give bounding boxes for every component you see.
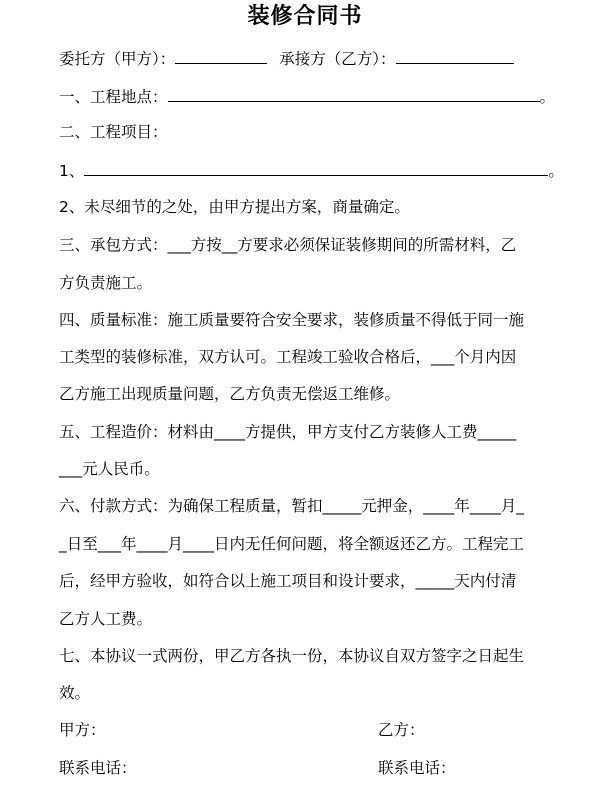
project-item-1 [59,158,579,182]
party-a-phone-label: 联系电话： [59,759,137,777]
party-a-signature-label: 甲方： [59,721,106,739]
payment-line-1: 六、付款方式：为确保工程质量，暂扣_____元押金，____年____月_ [59,497,525,515]
agreement-line-1: 七、本协议一式两份，甲乙方各执一份，本协议自双方签字之日起生 [59,647,525,665]
location-field[interactable] [168,84,540,102]
project-item-1-field[interactable] [84,158,548,176]
payment-line-3: 后，经甲方验收，如符合以上施工项目和设计要求，_____天内付清 [59,572,517,590]
project-item-2: 2、未尽细节的之处，由甲方提出方案，商量确定。 [59,198,410,216]
project-item-1-end: 。 [548,162,564,180]
parties-line [59,46,579,70]
cost-line-2: ___元人民币。 [59,460,160,478]
party-b-phone-label: 联系电话： [378,759,456,777]
document-title: 装修合同书 [247,4,363,29]
payment-line-4: 乙方人工费。 [59,610,153,628]
quality-line-2: 工类型的装修标准，双方认可。工程竣工验收合格后，___个月内因 [59,348,517,366]
contractor-label: 承接方（乙方）： [279,50,396,68]
contractor-name-field[interactable] [396,46,514,64]
project-item-1-prefix: 1、 [59,162,85,180]
location-end: 。 [539,88,556,106]
quality-line-1: 四、质量标准：施工质量要符合安全要求，装修质量不得低于同一施 [59,311,525,329]
quality-line-3: 乙方施工出现质量问题，乙方负责无偿返工维修。 [59,385,401,403]
cost-line-1: 五、工程造价：材料由____方提供，甲方支付乙方装修人工费_____ [59,423,517,441]
location-label: 一、工程地点： [59,88,168,106]
contracting-line-2: 方负责施工。 [59,274,153,292]
agreement-line-2: 效。 [59,684,91,702]
contracting-line-1: 三、承包方式：___方按__方要求必须保证装修期间的所需材料，乙 [59,236,517,254]
client-label: 委托方（甲方）： [59,50,176,68]
project-label: 二、工程项目： [59,123,168,141]
client-name-field[interactable] [175,46,267,64]
location-line [59,84,579,108]
payment-line-2: _日至___年____月____日内无任何问题，将全额返还乙方。工程完工 [59,535,525,553]
party-b-signature-label: 乙方： [378,721,425,739]
